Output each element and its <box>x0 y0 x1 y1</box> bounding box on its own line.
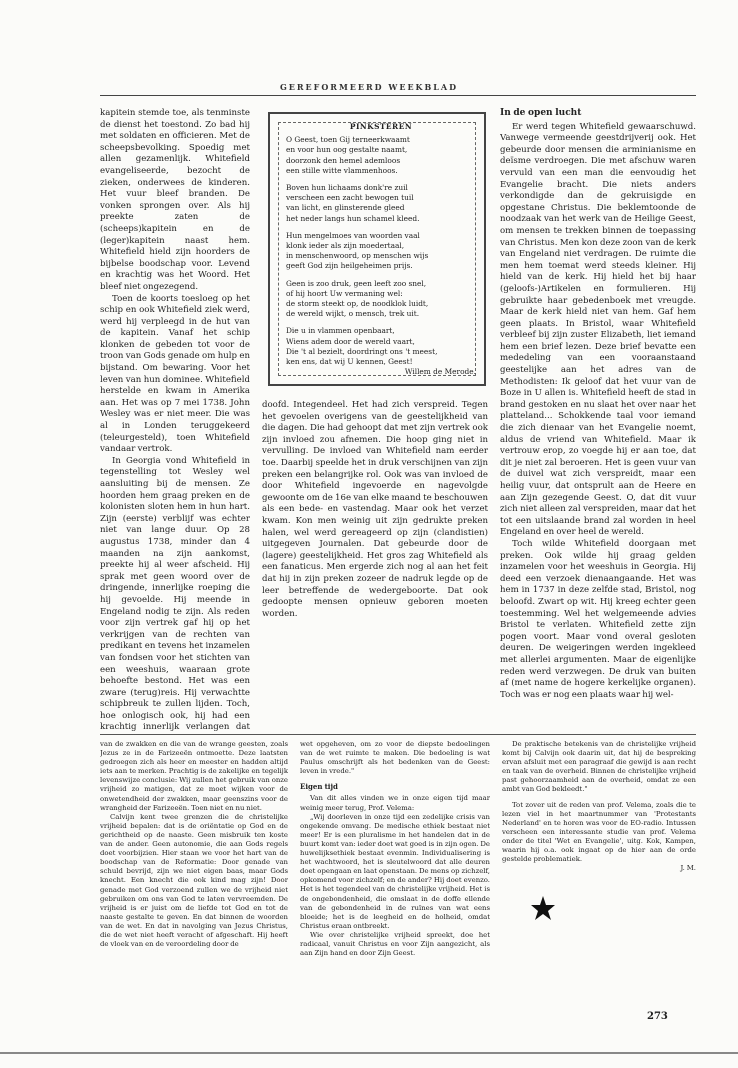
paragraph: Toch wilde Whitefield doorgaan met preken. Ook wilde hij graag gelden inzamelen voor het weeshuis in Georgia. Hij deed een verzoek dienaangaande. Het was hem in 1737 in deze zelfde stad, Bristol, nog beloofd. Zwart op wit. Hij kreeg echter geen toestemming. Wel het welgemeende advies Bristol te verlaten. Whitefield zette zijn pogen voort. Maar vond overal gesloten deuren. De weigeringen werden ingekleed met allerlei argumenten. Maar de eigenlijke reden werd verzwegen. De druk van buiten af (met name de hogere kerkelijke organen). Toch was er nog een plaats waar hij wel- <box>500 538 696 700</box>
footnote-column-middle <box>300 740 490 1040</box>
running-header: GEREFORMEERD WEEKBLAD <box>279 82 459 92</box>
section-heading: Eigen tijd <box>300 782 338 792</box>
poem-stanza: Boven hun lichaams donk're zuil verscheen een zacht bewogen tuil van licht, en glinsterende gleed het neder langs hun schamel kleed. <box>286 183 420 223</box>
page-number: 273 <box>647 1011 668 1022</box>
page-bottom-edge <box>0 1052 738 1054</box>
paragraph: Calvijn kent twee grenzen die de christelijke vrijheid bepalen: dat is de oriëntatie op God en de gerichtheid op de naaste. Geen misbruik ten koste van de ander. Geen autonomie, die aan Gods regels doet voorbijzien. Hier staan we voor het hart van de boodschap van de Reformatie: Door genade van schuld bevrijd, zijn we niet eigen baas, maar Gods knecht. Een knecht die ook kind mag zijn! Door genade met God verzoend zullen we de vrijheid niet gebruiken om ons van God te laten vervreemden. De vrijheid is er juist om de liefde tot God en tot de naaste gestalte te geven. En dat binnen de woorden van de wet. En dat in navolging van Jezus Christus, die de wet niet heeft veracht of afgeschaft. Hij heeft de vloek van en de veroordeling door de <box>100 812 288 949</box>
paragraph: „Wij doorleven in onze tijd een zedelijke crisis van ongekende omvang. De medische ethiek bestaat niet meer! Er is een pluralisme in het handelen dat in de buurt komt van: ieder doet wat goed is in zijn ogen. De huwelijksethiek bestaat evenmin. Individualisering is het wachtwoord, het is sleutelwoord dat alle deuren doet opengaan en laat openstaan. De mens op zichzelf, opkomend voor zichzelf; en de ander? Hij doet evenzo. Het is het tegendeel van de christelijke vrijheid. Het is de ongebondenheid, die omslaat in de doffe ellende van de gebondenheid in de ruïnes van wat eens bloeide; het is de leegheid en de holheid, omdat Christus eraan ontbreekt. <box>300 812 490 930</box>
paragraph: kapitein stemde toe, als tenminste de dienst het toestond. Zo bad hij met soldaten en officieren. Met de scheepsbevolking. Spoedig met allen gezamenlijk. Whitefield evangeliseerde, bezocht de zieken, onderwees de kinderen. Het vuur bleef branden. De vonken sprongen over. Als hij preekte zaten de (scheeps)kapitein en de (leger)kapitein naast hem. Whitefield hield zijn hoorders de bijbelse boodschap voor. Levend en krachtig was het Woord. Het bleef niet ongezegend. <box>100 108 250 292</box>
paragraph: Toen de koorts toesloeg op het schip en ook Whitefield ziek werd, werd hij verpleegd in de hut van de kapitein. Vanaf het schip klonken de gebeden tot voor de troon van Gods genade om hulp en bijstand. Om bewaring. Voor het leven van hun dominee. Whitefield herstelde en kwam in Amerika aan. Het was op 7 mei 1738. John Wesley was er niet meer. Die was al in Londen teruggekeerd (teleurgesteld), toen Whitefield vandaar vertrok. <box>100 293 250 455</box>
poem-stanza: Geen is zoo druk, geen leeft zoo snel, of hij hoort Uw vermaning wel: de storm steekt op, de noodklok luidt, de wereld wijkt, o mensch, trek uit. <box>286 278 429 319</box>
footnote-column-left <box>100 740 288 1040</box>
poem-stanza: O Geest, toen Gij terneerkwaamt en voor hun oog gestalte naamt, doorzonk den hemel ademloos een stille witte vlammenhoos. <box>286 135 410 175</box>
paragraph: Van dit alles vinden we in onze eigen tijd maar weinig meer terug, Prof. Velema: <box>300 794 490 812</box>
article-column-left <box>100 108 250 732</box>
star-icon <box>530 895 556 921</box>
footnote-separator <box>100 734 696 735</box>
paragraph: wet opgeheven, om zo voor de diepste bedoelingen van de wet ruimte te maken. Die bedoeling is wat Paulus omschrijft als het bedenken van de Geest: leven in vrede." <box>300 740 490 776</box>
paragraph: van de zwakken en die van de wrange geesten, zoals Jezus ze in de Farizeeën ontmoette. Deze laatsten gedroegen zich als heer en meester en hadden altijd iets aan te merken. Prachtig is de zakelijke en tegelijk levenswijze conclusie: Wij zullen het gebruik van onze vrijheid zo matigen, dat ze moet wijken voor de onwetendheid der zwakken, maar geenszins voor de wrangheid der Farizeeën. Toen niet en nu niet. <box>100 740 288 812</box>
poem <box>286 122 476 377</box>
header-rule <box>100 95 696 96</box>
paragraph: Er werd tegen Whitefield gewaarschuwd. Vanwege vermeende geestdrijverij ook. Het gebeurde door mensen die arminianisme en deïsme verdroegen. Die met afschuw waren vervuld van een man die eenvoudig het Evangelie bracht. Die niets anders verkondigde dan de gekruisigde en opgestane Christus. Die beklemtoonde de noodzaak van het werk van de Heilige Geest, om mensen te trekken binnen de toepassing van Christus. Men kon deze zoon van de kerk van Engeland niet verdragen. De ruimte die men hem toemat werd steeds kleiner. Hij hield van de kerk. Hij hield het bij haar (geloofs-)Artikelen en formulieren. Hij gebruikte haar gebedenboek met vreugde. Maar de kerk hield niet van hem. Gaf hem geen plaats. In Bristol, waar Whitefield verbleef bij zijn zuster Elizabeth, liet iemand hem een brief lezen. Deze brief bevatte een mededeling van een vooraanstaand geestelijke aan het adres van de Methodisten: Ik geloof dat het vuur van de Boze in U allen is. Whitefield heeft de stad in brand gestoken en nu slaat het over naar het platteland... Schokkende taal voor iemand die zich dienaar van het Evangelie noemt, aldus de vriend van Whitefield. Maar ik vertrouw erop, zo voegde hij er aan toe, dat dit je niet zal beroeren. Het is geen vuur van de duivel wat zich verspreidt, maar een heilig vuur, dat ontsprult aan de Heere en aan Zijn gezegende Geest. O, dat dit vuur zich niet alleen zal verspreiden, maar dat het tot een uitslaande brand zal worden in heel Engeland en over heel de wereld. <box>500 121 696 538</box>
poem-title: PINKSTEREN <box>349 122 413 131</box>
paragraph: Tot zover uit de reden van prof. Velema, zoals die te lezen viel in het maartnummer van 'Protestants Nederland' en te horen was voor de EO-radio. Intussen verscheen een interessante studie van prof. Velema onder de titel 'Wet en Evangelie', uitg. Kok, Kampen, waarin hij o.a. ook ingaat op de hier aan de orde gestelde problematiek. <box>502 800 696 864</box>
poem-stanza: Hun mengelmoes van woorden vaal klonk ieder als zijn moedertaal, in menschenwoord, op menschen wijs geeft God zijn heilgeheimen prijs. <box>286 230 429 271</box>
article-column-middle <box>262 400 488 730</box>
footnote-column-right <box>502 740 696 890</box>
article-column-right <box>500 108 696 732</box>
poem-stanza: Die u in vlammen openbaart, Wiens adem door de wereld vaart, Die 't al bezielt, doordringt ons 't meest, ken ens, dat wij U kennen, Geest! <box>286 326 438 367</box>
paragraph: doofd. Integendeel. Het had zich verspreid. Tegen het gevoelen overigens van de geestelijkheid van die dagen. Die had gehoopt dat met zijn vertrek ook zijn invloed zou afnemen. Die hoop ging niet in vervulling. De invloed van Whitefield nam eerder toe. Daarbij speelde het in druk verschijnen van zijn preken een belangrijke rol. Ook was van invloed de door Whitefield ingevoerde en nagevolgde gewoonte om de 16e van elke maand te beschouwen als een bede- en vastendag. Maar ook het verzet kwam. Kon men weinig uit zijn gedrukte preken halen, wel werd gereageerd op zijn (clandistien) uitgegeven Journalen. Dat gebeurde door de (lagere) geestelijkheid. Het gros zag Whitefield als een fanaticus. Men ergerde zich nog al aan het feit dat hij in zijn preken zozeer de nadruk legde op de leer betreffende de wedergeboorte. Dat ook gedoopte mensen opnieuw geboren moeten worden. <box>262 400 488 619</box>
poem-author: Willem de Merode. <box>404 367 476 377</box>
paragraph: In Georgia vond Whitefield in tegenstelling tot Wesley wel aansluiting bij de mensen. Ze hoorden hem graag preken en de kolonisten sloten hem in hun hart. Zijn (eerste) verblijf was echter niet van lange duur. Op 28 augustus 1738, minder dan 4 maanden na zijn aankomst, preekte hij al weer afscheid. Hij sprak met geen woord over de dringende, innerlijke roeping die hij gevoelde. Hij meende in Engeland nodig te zijn. Als reden voor zijn vertrek gaf hij op het verkrijgen van de rechten van predikant en tevens het inzamelen van fondsen voor het stichten van een weeshuis, waaraan grote behoefte bestond. Het was een zware (terug)reis. Hij verwachtte schipbreuk te zullen lijden. Toch, hoe onlogisch ook, hij had een krachtig innerlijk verlangen dat <box>100 455 250 732</box>
paragraph: Wie over christelijke vrijheid spreekt, doe het radicaal, vanuit Christus en voor Zijn aangezicht, als aan Zijn hand en door Zijn Geest. <box>300 930 490 958</box>
paragraph: De praktische betekenis van de christelijke vrijheid komt bij Calvijn ook daarin uit, dat hij de bespreking ervan afsluit met een paragraaf die gewijd is aan recht en taak van de overheid. Binnen de christelijke vrijheid past gehoorzaamheid aan de overheid, omdat ze een ambt van God bekleedt." <box>502 740 696 794</box>
section-heading: In de open lucht <box>500 108 582 118</box>
signature: J. M. <box>680 864 696 873</box>
